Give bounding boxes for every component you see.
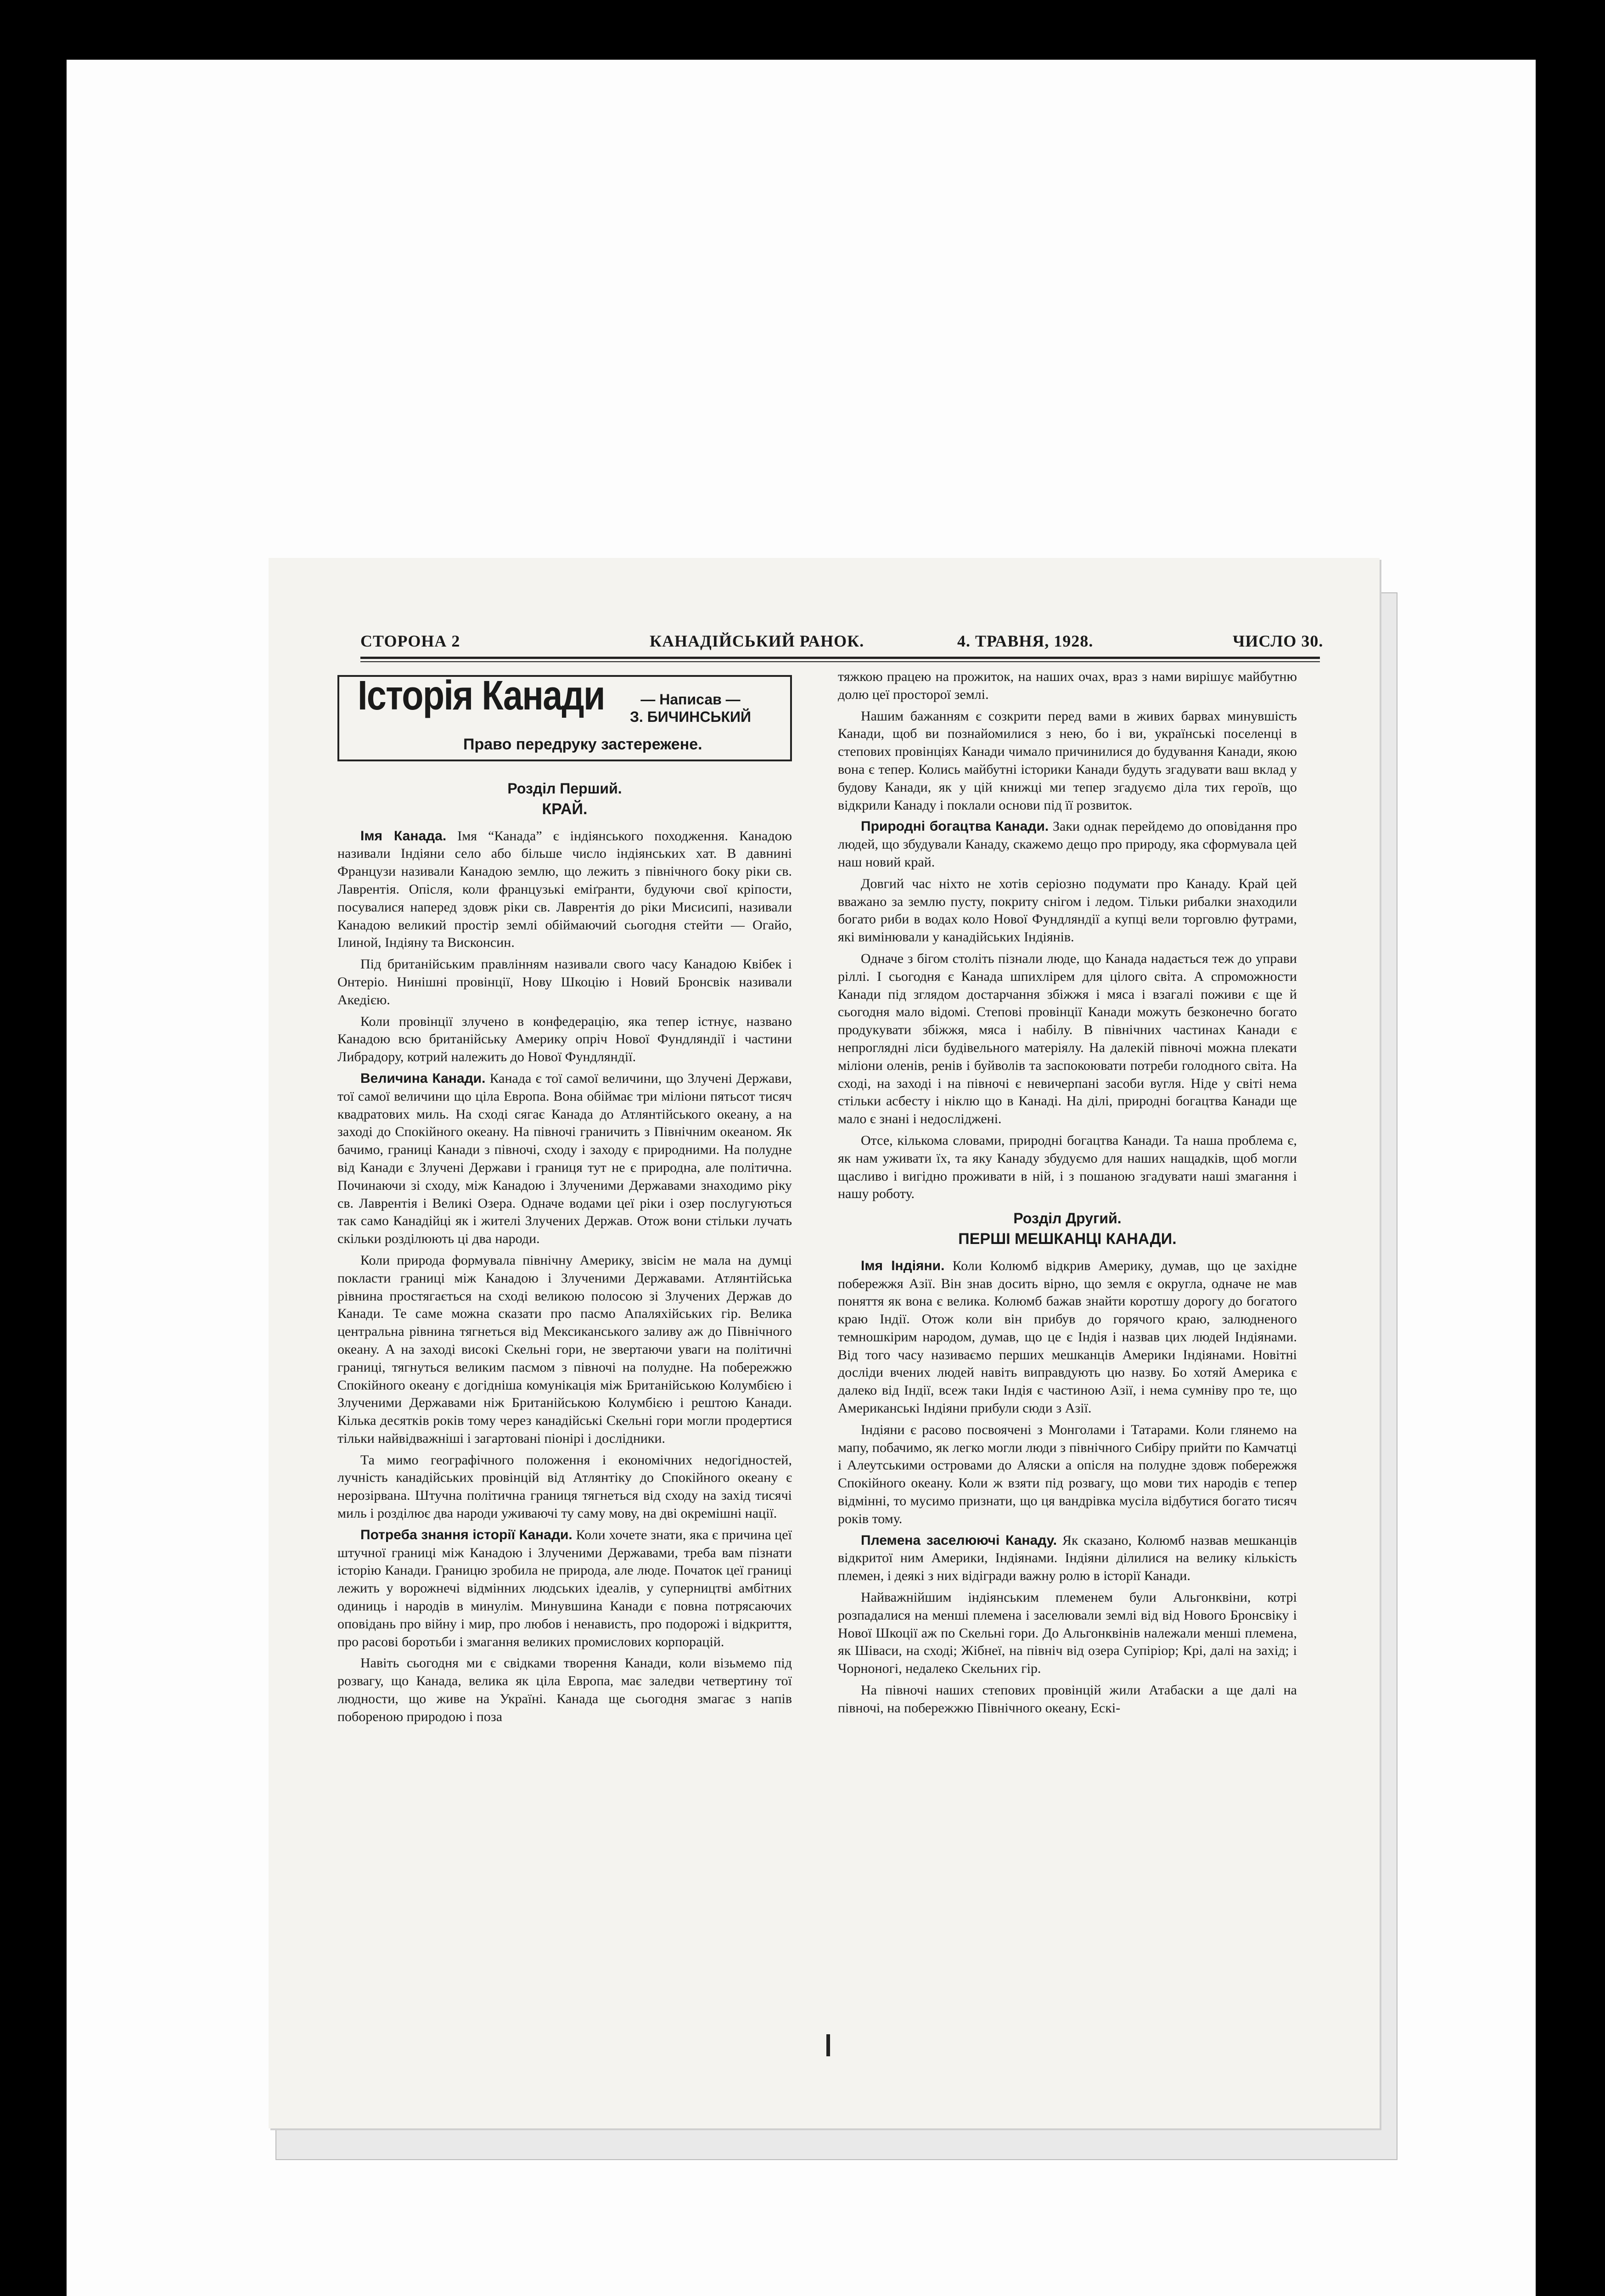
paragraph-lead: Потреба знання історії Канади. (360, 1527, 572, 1542)
paragraph: Коли провінції злучено в конфедерацію, яка тепер істнує, названо Канадою всю британійську Америку опріч Нової Фундляндії і частини Либрадору, котрий належить до Нової Фундляндії. (337, 1013, 792, 1065)
part1-subheading: КРАЙ. (542, 800, 588, 818)
paragraph-text: Як сказано, Колюмб назвав мешканців відкритої ним Америки, Індіянами. Індіяни ділилися на велику кількість племен, і деякі з них відігради важну ролю в історії Канади. (838, 1532, 1297, 1584)
paragraph-text: Заки однак перейдемо до оповідання про людей, що збудували Канаду, скажемо дещо про природу, яка сформувала цей наш новий край. (838, 819, 1297, 870)
page-number: СТОРОНА 2 (360, 632, 460, 650)
issue-number: ЧИСЛО 30. (1233, 632, 1324, 650)
article-byline (629, 691, 752, 726)
paragraph-text: Імя “Канада” є індіянського походження. Канадою називали Індіяни село або більше число індіянських хат. В давнині Французи називали Канадою землю, що лежить з північного боку ріки св. Лаврентія. Опісля, коли французькі еміґранти, будуючи свої кріпости, посувалися наперед здовж ріки св. Лаврентія до ріки Мисисипі, називали Канадою великий простір землі обіймаючий сьогодня стейти — Огайо, Ілиной, Індіяну та Висконсин. (337, 828, 792, 951)
newspaper-page (269, 558, 1380, 2128)
paragraph: тяжкою працею на прожиток, на наших очах, враз з нами вирішує майбутню долю цеї просторої землі. (838, 669, 1297, 702)
paragraph: Коли природа формувала північну Америку, звісім не мала на думці покласти границі між Канадою і Злученими Державами. Атлянтійська рівнина простягається на сході великою полосою зі Злучених Держав до Канади. Те саме можна сказати про пасмо Апаляхійських гір. Велика центральна рівнина тягнеться від Мексиканського заливу аж до Північного океану. А на заході високі Скельні гори, не звертаючи уваги на політичні границі, тягнуться великим пасмом з півночі на полудне. На побережжю Спокійного океану є догідніша комунікація між Британійською Колумбією і Злученими Державами ніж Британійською Колумбією і рештою Канади. Кілька десятків років тому через канадійські Скельні гори могли продертися тільки найвідважніші і загартовані піонірі і дослідники. (337, 1252, 792, 1446)
paragraph (838, 1257, 1297, 1418)
paragraph-lead: Імя Індіяни. (861, 1258, 945, 1273)
header-rule (360, 657, 1320, 659)
issue-date: 4. ТРАВНЯ, 1928. (957, 632, 1094, 650)
part2-heading: Розділ Другий. (1013, 1210, 1122, 1227)
byline-label: — Написав — (640, 691, 741, 708)
paragraph (337, 1070, 792, 1248)
paragraph (838, 818, 1297, 871)
paragraph: Нашим бажанням є созкрити перед вами в живих барвах минувшість Канади, щоб ви познайомилися з нею, бо і ви, українські поселенці в степових провінціях Канади чимало причинилися до будування Канади, якою вона є тепер. Колись майбутні історики Канади будуть згадувати ваш вклад у будову Канади, як у цій книжці ми тепер згадуємо діла тих героїв, що відкрили Канаду і поклали основи під її розвиток. (838, 708, 1297, 813)
paragraph: На півночі наших степових провінцій жили Атабаски а ще далі на півночі, на побережжю Північного океану, Ескі- (838, 1683, 1297, 1716)
copyright-note: Право передруку застережене. (463, 736, 702, 753)
paragraph: Під британійським правлінням називали свого часу Канадою Квібек і Онтеріо. Нинішні провінції, Нову Шкоцію і Новий Бронсвік називали Акедією. (337, 957, 792, 1007)
paragraph (838, 1532, 1297, 1585)
header-rule-thin (360, 661, 1320, 662)
paragraph-text: Коли хочете знати, яка є причина цеї штучної границі між Канадою і Злученими Державами, треба вам пізнати історію Канади. Границю зробила не природа, але люде. Початок цеї границі лежить у ворожнечі відмінних людських ідеалів, у суперництві амбітних одиниць і народів в минулім. Минувшина Канади є повна потрясаючих оповідань про війну і мир, про любов і ненависть, про подорожі і відкриття, про расові боротьби і змагання великих промислових корпорацій. (337, 1527, 792, 1649)
paragraph: Індіяни є расово посвоячені з Монголами і Татарами. Коли глянемо на мапу, побачимо, як легко могли люди з північного Сибіру прийти по Камчатці і Алеутськими островами до Аляски а опісля на полудне здовж побережжя Спокійного океану. Коли ж взяти під розвагу, що мови тих народів є тепер відмінні, то мусимо признати, що ця вандрівка мусіла відбутися богато тисяч років тому. (838, 1422, 1297, 1526)
paragraph-lead: Імя Канада. (360, 828, 447, 844)
right-column (838, 668, 1297, 1721)
paragraph-text: Коли Колюмб відкрив Америку, думав, що це західне побережжя Азії. Він знав досить вірно, що земля є округла, одначе не мав поняття як вона є велика. Колюмб бажав знайти коротшу дорогу до богатого краю Індії. Отож коли він прибув до горячого краю, залюдненого темношкірим народом, думав, що це є Індія і назвав цих людей Індіянами. Від того часу називаємо перших мешканців Америки Індіянами. Новітні досліди вчених людей навіть виправдують цю назву. Бо хотяй Америка є далеко від Індії, всеж таки Індія є частиною Азії, і нема сумніву про те, що Американські Індіяни прибули сюди з Азії. (838, 1258, 1297, 1416)
part2-subheading: ПЕРШІ МЕШКАНЦІ КАНАДИ. (958, 1230, 1177, 1248)
byline-author: З. БИЧИНСЬКИЙ (629, 709, 752, 725)
paragraph: Отсе, кількома словами, природні богацтва Канади. Та наша проблема є, як нам уживати їх, та яку Канаду збудуємо для наших нащадків, щоб могли щасливо і вигідно проживати в ній, і з пошаною згадувати наші змагання і нашу роботу. (838, 1132, 1297, 1202)
paragraph: Навіть сьогодня ми є свідками творення Канади, коли візьмемо під розвагу, що Канада, велика як ціла Европа, має заледви четвертину тої людности, що живе на Україні. Канада ще сьогодня змагає з напів побореною природою і поза (337, 1655, 792, 1724)
paragraph-lead: Племена заселюючі Канаду. (861, 1532, 1057, 1548)
paragraph (337, 827, 792, 952)
left-column (337, 675, 792, 1730)
paragraph: Довгий час ніхто не хотів серіозно подумати про Канаду. Край цей вважано за землю пусту, покриту снігом і ледом. Тільки рибалки знаходили богато риби в водах коло Нової Фундляндії а купці вели торговлю футрами, які вимінювали у канадійських Індіянів. (838, 876, 1297, 945)
paragraph-lead: Величина Канади. (360, 1070, 486, 1086)
paragraph-text: Канада є тої самої величини, що Злучені Держави, тої самої величини що ціла Европа. Вона обіймає три міліони пятьсот тисяч квадратових миль. На сході сягає Канада до Атлянтійського океану, а на заході до Спокійного океану. На півночі граничить з Північним океаном. Як бачимо, границі Канади з півночі, сходу і заходу є природними. На полудне від Канади є Злучені Держави і границя тут не є природна, але політична. Починаючи зі сходу, між Канадою і Злученими Державами знаходимо ріку св. Лаврентія і Великі Озера. Одначе водами цеї ріки і озер послугуються так само Канадійці як і жителі Злучених Держав. Отож вони стільки лучать скільки розділюють ці два народи. (337, 1070, 792, 1247)
paragraph: Одначе з бігом століть пізнали люде, що Канада надається теж до управи ріллі. І сьогодня є Канада шпихлірем для цілого світа. А спроможности Канади під зглядом достарчання збіжжя і мяса і взагалі поживи є ще й сьогодня мало відомі. Степові провінції Канади можуть безконечно богато продукувати збіжжя, мяса і набілу. В північних частинах Канади є непроглядні ліси будівельного матеріялу. На далекій півночі можна плекати міліони оленів, ренів і буйволів та заспокоювати потреби голодного світа. На сході, на заході і на півночі є невичерпані засоби вугля. Ніде у світі нема стільки асбесту і ніклю що в Канаді. На ділі, природні богацтва Канади ще мало є знані і недосліджені. (838, 951, 1297, 1127)
part1-heading: Розділ Перший. (507, 780, 622, 797)
paragraph (337, 1526, 792, 1651)
fold-mark (826, 2034, 830, 2056)
paragraph: Найважнійшим індіянським племенем були Альгонквіни, котрі розпадалися на менші племена і заселювали землі від від Нового Бронсвіку і Нової Шкоції аж по Скельні гори. До Альгонквінів належали менші племена, як Шіваси, на сході; Жібнеї, на північ від озера Супіріор; Крі, далі на захід; і Чорноногі, недалеко Скельних гір. (838, 1590, 1297, 1677)
article-title: Історія Канади (358, 673, 605, 719)
paper-name: КАНАДІЙСЬКИЙ РАНОК. (650, 632, 864, 650)
page-header (360, 631, 1324, 654)
article-title-box (337, 675, 792, 761)
paragraph-lead: Природні богацтва Канади. (861, 819, 1049, 834)
paragraph: Та мимо географічного положення і економічних недогідностей, лучність канадійських провінцій від Атлянтіку до Спокійного океану є нерозірвана. Штучна політична границя тягнеться від сходу на захід тисячі миль і розділює два народи уживаючі ту саму мову, на дві окремішні нації. (337, 1452, 792, 1521)
